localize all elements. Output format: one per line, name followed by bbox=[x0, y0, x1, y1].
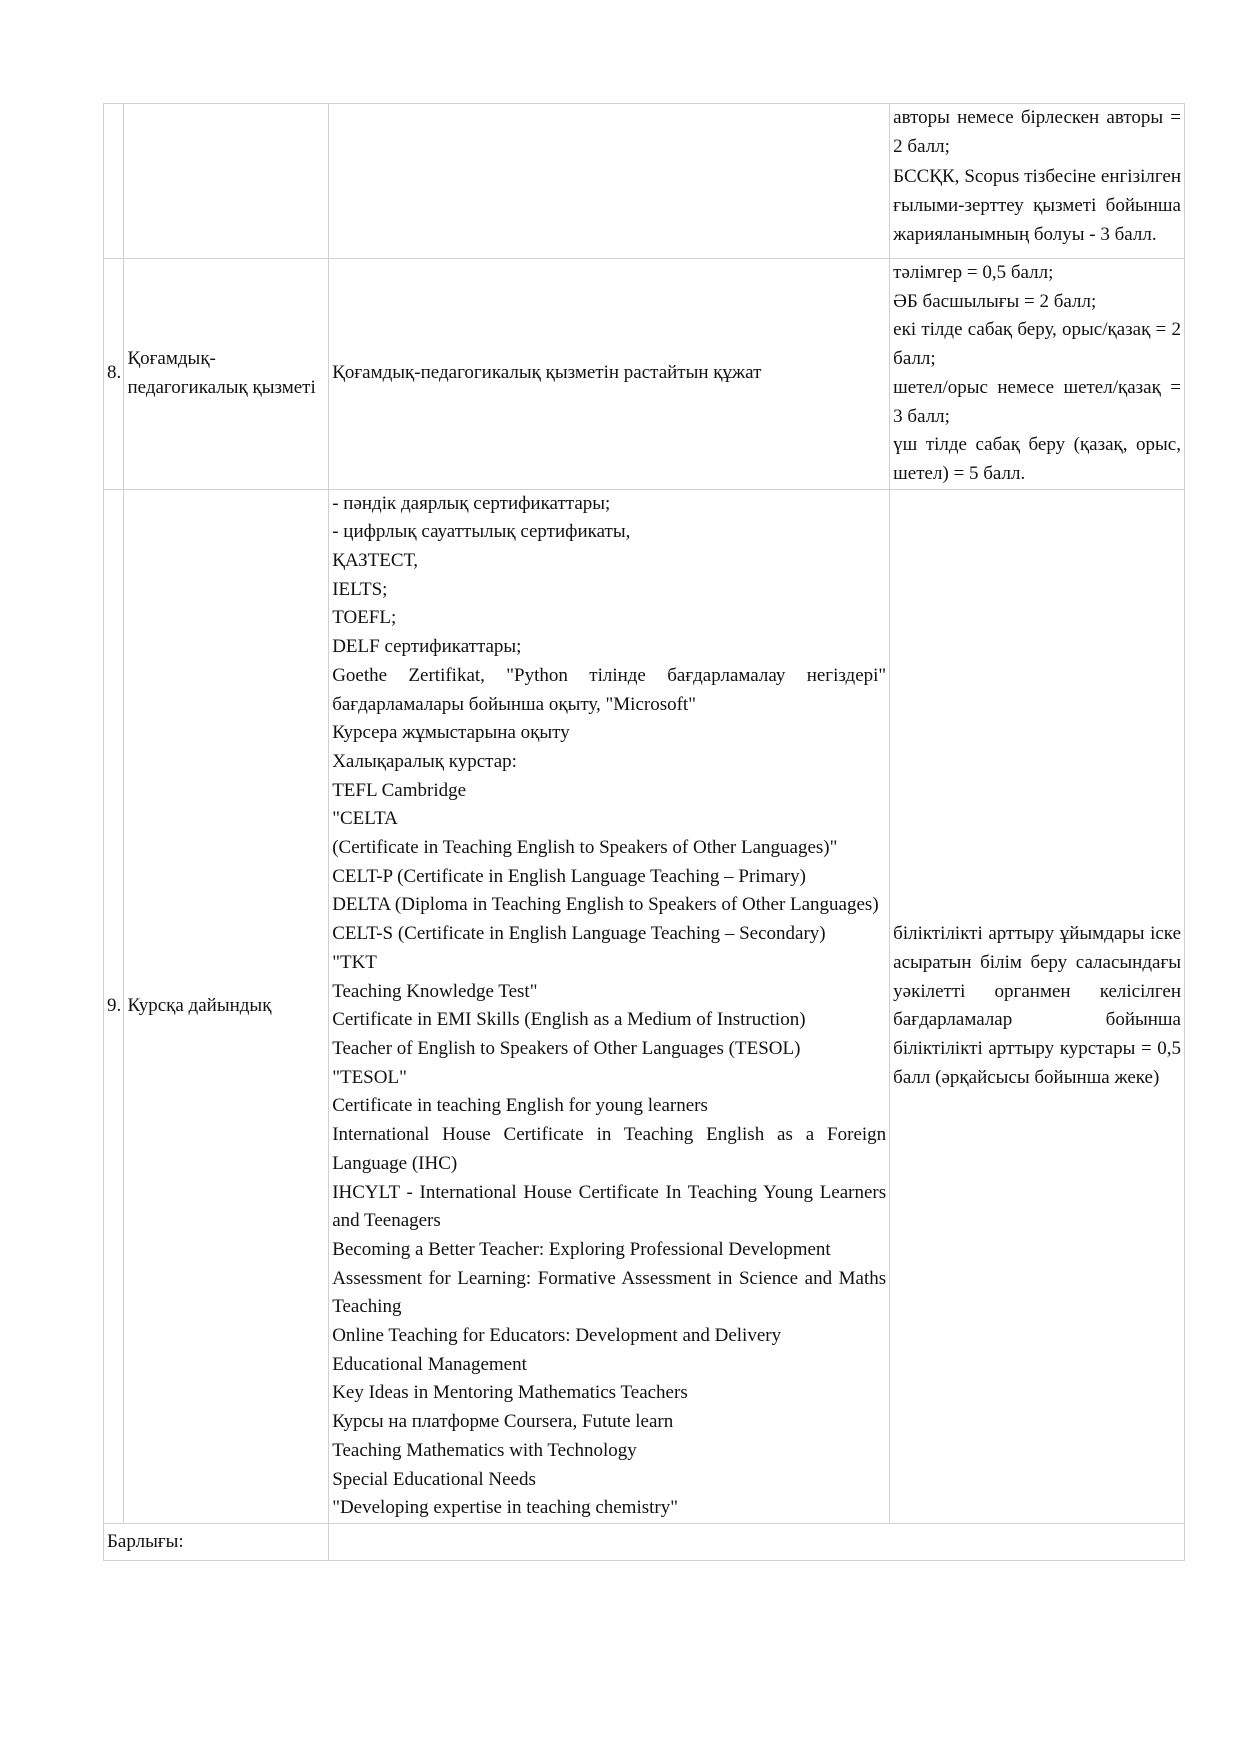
score-line: БССҚК, Scopus тізбесіне енгізілген ғылыми-зерттеу қызметі бойынша жарияланымның болуы - 3 балл. bbox=[893, 166, 1181, 245]
supporting-document: Қоғамдық-педагогикалық қызметін растайтын құжат bbox=[329, 259, 890, 490]
list-item: Online Teaching for Educators: Development and Delivery bbox=[332, 1325, 782, 1347]
row-number: 8. bbox=[104, 259, 124, 490]
score-cell bbox=[890, 259, 1185, 490]
list-item: Educational Management bbox=[332, 1353, 527, 1375]
list-item: International House Certificate in Teaching English as a Foreign Language (IHC) bbox=[332, 1124, 887, 1174]
score-cell bbox=[890, 104, 1185, 259]
list-item: ҚАЗТЕСТ, bbox=[332, 550, 418, 572]
score-line: тәлімгер = 0,5 балл; bbox=[893, 262, 1054, 283]
score-line: авторы немесе бірлескен авторы = 2 балл; bbox=[893, 107, 1181, 157]
list-item: Teaching Mathematics with Technology bbox=[332, 1439, 637, 1461]
list-item: CELT-S (Certificate in English Language Teaching – Secondary) bbox=[332, 923, 826, 945]
name-cell bbox=[124, 104, 329, 259]
total-value bbox=[329, 1523, 1185, 1560]
list-item: Becoming a Better Teacher: Exploring Professional Development bbox=[332, 1238, 831, 1260]
list-item: Курсера жұмыстарына оқыту bbox=[332, 722, 570, 744]
list-item: Special Educational Needs bbox=[332, 1468, 536, 1490]
total-label: Барлығы: bbox=[104, 1523, 329, 1560]
document-page bbox=[103, 103, 1185, 1561]
list-item: "Developing expertise in teaching chemistry" bbox=[332, 1497, 678, 1519]
list-item: Certificate in teaching English for young learners bbox=[332, 1095, 708, 1117]
list-item: Teacher of English to Speakers of Other Languages (TESOL) bbox=[332, 1037, 801, 1059]
supporting-document-list bbox=[329, 489, 890, 1523]
list-item: Teaching Knowledge Test" bbox=[332, 980, 538, 1002]
list-item: DELF сертификаттары; bbox=[332, 636, 522, 658]
criterion-name: Курсқа дайындық bbox=[124, 489, 329, 1523]
doc-cell bbox=[329, 104, 890, 259]
list-item: TEFL Cambridge bbox=[332, 779, 467, 801]
list-item: Курсы на платформе Coursera, Futute learn bbox=[332, 1411, 674, 1433]
list-item: Халықаралық курстар: bbox=[332, 750, 517, 772]
list-item: Key Ideas in Mentoring Mathematics Teachers bbox=[332, 1382, 688, 1404]
list-item: Certificate in EMI Skills (English as a Medium of Instruction) bbox=[332, 1009, 806, 1031]
num-cell bbox=[104, 104, 124, 259]
list-item: TOEFL; bbox=[332, 607, 397, 629]
criterion-name: Қоғамдық-педагогикалық қызметі bbox=[124, 259, 329, 490]
row-number: 9. bbox=[104, 489, 124, 1523]
list-item: DELTA (Diploma in Teaching English to Speakers of Other Languages) bbox=[332, 894, 879, 916]
score-line: екі тілде сабақ беру, орыс/қазақ = 2 балл; bbox=[893, 319, 1181, 370]
score-line: ӘБ басшылығы = 2 балл; bbox=[893, 290, 1097, 312]
score-line: үш тілде сабақ беру (қазақ, орыс, шетел) = 5 балл. bbox=[893, 434, 1181, 484]
list-item: - пәндік даярлық сертификаттары; bbox=[332, 492, 611, 514]
table-row-9 bbox=[104, 489, 1185, 1523]
table-row-8 bbox=[104, 259, 1185, 490]
score-text: біліктілікті арттыру ұйымдары іске асыратын білім беру саласындағы уәкілетті органмен келісілген бағдарламалар бойынша біліктілікті арттыру курстары = 0,5 балл (әрқайсысы бойынша жеке) bbox=[893, 923, 1181, 1088]
list-item: - цифрлық сауаттылық сертификаты, bbox=[332, 521, 631, 543]
list-item: (Certificate in Teaching English to Speakers of Other Languages)" bbox=[332, 837, 838, 859]
list-item: Assessment for Learning: Formative Assessment in Science and Maths Teaching bbox=[332, 1267, 887, 1318]
score-line: шетел/орыс немесе шетел/қазақ = 3 балл; bbox=[893, 376, 1181, 427]
list-item: "TESOL" bbox=[332, 1066, 407, 1088]
list-item: IELTS; bbox=[332, 578, 388, 600]
table-row-continued bbox=[104, 104, 1185, 259]
list-item: Goethe Zertifikat, "Python тілінде бағдарламалау негіздері" бағдарламалары бойынша оқыту, "Microsoft" bbox=[332, 664, 887, 715]
table-row-total bbox=[104, 1523, 1185, 1560]
list-item: CELT-P (Certificate in English Language Teaching – Primary) bbox=[332, 865, 806, 887]
criteria-table bbox=[103, 103, 1185, 1561]
score-cell bbox=[890, 489, 1185, 1523]
list-item: "TKT bbox=[332, 951, 377, 973]
list-item: "CELTA bbox=[332, 808, 398, 830]
list-item: IHCYLT - International House Certificate In Teaching Young Learners and Teenagers bbox=[332, 1181, 887, 1232]
